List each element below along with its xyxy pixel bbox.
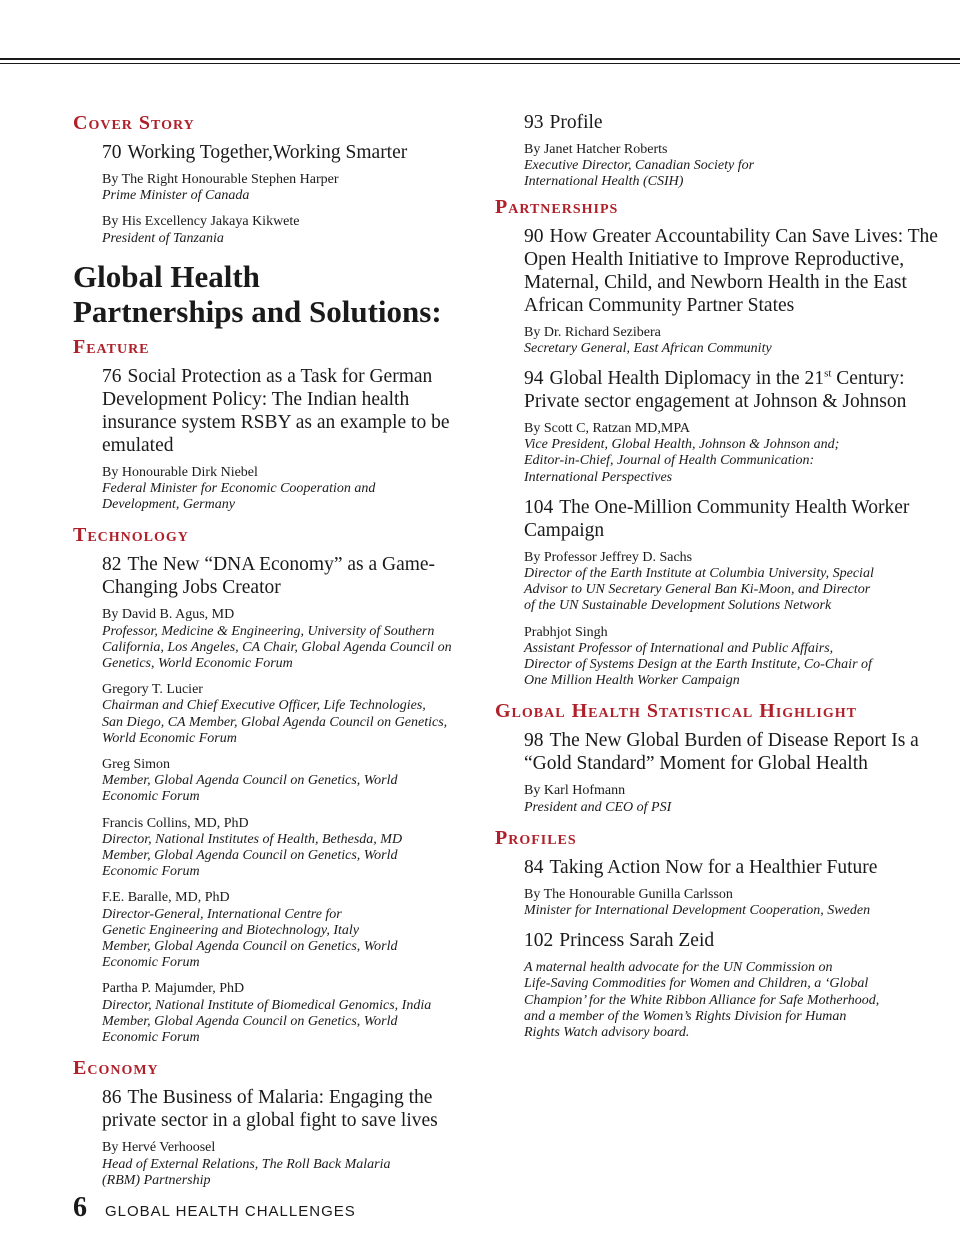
article-76[interactable] [102,365,473,514]
section-economy: Economy [73,1057,159,1080]
page-ref: 98 [524,730,544,752]
author-block [102,682,473,747]
article-title[interactable]: 93 Profile [524,112,603,133]
author-role: Federal Minister for Economic Cooperation and Development, Germany [102,481,376,513]
feature-title: Global Health Partnerships and Solutions: [73,258,442,329]
author-name: Gregory T. Lucier [102,682,203,698]
author-name: By Dr. Richard Sezibera [524,324,661,340]
author-role: Secretary General, East African Community [524,340,772,356]
article-title[interactable]: 102 Princess Sarah Zeid [524,930,715,952]
author-block [524,550,945,615]
section-technology: Technology [73,524,189,547]
right-column [495,111,945,1041]
profile-description: A maternal health advocate for the UN Commission on Life-Saving Commodities for Women and Children, a ‘Global Champion’ for the White Ribbon Alliance for Safe Motherhood, and a member of the Women’s Rights Division for Human Rights Watch advisory board. [524,960,880,1041]
author-block [524,421,945,486]
author-block [102,214,473,246]
page-ref: 94 [524,368,544,390]
author-role: Executive Director, Canadian Society for International Health (CSIH) [524,158,755,190]
top-rule-thin [0,63,960,64]
page-ref: 86 [102,1087,122,1109]
author-role: Minister for International Development Cooperation, Sweden [524,903,871,919]
author-block [524,887,945,919]
page-footer [73,1192,356,1224]
author-role: Member, Global Agenda Council on Genetics, World Economic Forum [102,773,398,805]
author-role: Director of the Earth Institute at Columbia University, Special Advisor to UN Secretary General Ban Ki-Moon, and Director of the UN Sustainable Development Solutions Network [524,566,874,614]
article-title[interactable]: 84 Taking Action Now for a Healthier Future [524,856,878,878]
author-name: Prabhjot Singh [524,624,608,640]
article-title[interactable]: 86 The Business of Malaria: Engaging the private sector in a global fight to save lives [102,1087,438,1132]
article-title[interactable]: 94 Global Health Diplomacy in the 21st Century: Private sector engagement at Johnson & Johnson [524,367,907,413]
author-block [102,757,473,806]
author-name: By The Honourable Gunilla Carlsson [524,886,733,902]
author-name: By David B. Agus, MD [102,607,235,623]
author-name: By Karl Hofmann [524,783,626,799]
page-ref: 82 [102,554,122,576]
author-role: Director-General, International Centre for Genetic Engineering and Biotechnology, Italy Member, Global Agenda Council on Genetics, World Economic Forum [102,906,398,971]
top-rule [0,58,960,60]
author-role: Vice President, Global Health, Johnson & Johnson and; Editor-in-Chief, Journal of Health Communication: International Perspectives [524,437,840,485]
author-name: By Professor Jeffrey D. Sachs [524,549,693,565]
article-94[interactable] [524,367,945,486]
author-block [102,172,473,204]
section-partnerships: Partnerships [495,195,619,218]
page-ref: 84 [524,856,544,878]
page-ref: 70 [102,142,122,163]
page-ref: 90 [524,225,544,247]
author-block [524,142,945,191]
author-name: Partha P. Majumder, PhD [102,981,245,997]
article-title[interactable]: 82 The New “DNA Economy” as a Game-Changing Jobs Creator [102,554,436,599]
article-title[interactable]: 90 How Greater Accountability Can Save Lives: The Open Health Initiative to Improve Reproductive, Maternal, Child, and Newborn Health in the East African Community Partner States [524,225,938,316]
author-name: F.E. Baralle, MD, PhD [102,890,230,906]
publication-title: GLOBAL HEALTH CHALLENGES [105,1203,356,1220]
author-block [102,607,473,672]
left-column [73,111,473,1199]
author-role: Chairman and Chief Executive Officer, Life Technologies, San Diego, CA Member, Global Agenda Council on Genetics, World Economic Forum [102,698,448,746]
page-ref: 102 [524,930,554,952]
author-role: Head of External Relations, The Roll Back Malaria (RBM) Partnership [102,1156,391,1188]
page-ref: 104 [524,496,554,518]
author-role: President of Tanzania [102,230,224,246]
article-104[interactable] [524,496,945,690]
author-block [524,325,945,357]
article-98[interactable] [524,729,945,815]
page-ref: 93 [524,112,544,133]
article-90[interactable] [524,225,945,357]
section-profiles: Profiles [495,826,577,849]
article-93[interactable] [524,111,945,191]
author-block [524,783,945,815]
author-block [102,1140,473,1189]
article-title[interactable]: 70 Working Together,Working Smarter [102,142,408,163]
author-block [102,816,473,881]
author-block [102,981,473,1046]
author-name: By Scott C, Ratzan MD,MPA [524,421,690,437]
author-name: By Honourable Dirk Niebel [102,464,258,480]
article-title[interactable]: 98 The New Global Burden of Disease Report Is a “Gold Standard” Moment for Global Health [524,730,919,775]
article-82[interactable] [102,553,473,1046]
author-block [102,465,473,514]
article-title[interactable]: 104 The One-Million Community Health Worker Campaign [524,496,910,541]
author-name: Greg Simon [102,757,171,773]
section-feature: Feature [73,335,150,358]
article-86[interactable] [102,1086,473,1189]
page-number: 6 [73,1192,87,1223]
article-102[interactable] [524,929,945,1041]
article-title[interactable]: 76 Social Protection as a Task for German Development Policy: The Indian health insurance system RSBY as an example to be emulated [102,365,450,456]
author-block [524,625,945,690]
author-block [102,890,473,971]
page-ref: 76 [102,365,122,387]
article-84[interactable] [524,856,945,919]
author-name: By The Right Honourable Stephen Harper [102,172,339,187]
author-name: By Janet Hatcher Roberts [524,142,668,157]
section-cover-story: Cover Story [73,112,195,134]
author-role: Director, National Institute of Biomedical Genomics, India Member, Global Agenda Council on Genetics, World Economic Forum [102,997,432,1046]
author-name: By Hervé Verhoosel [102,1140,216,1156]
author-name: Francis Collins, MD, PhD [102,815,249,831]
author-role: Assistant Professor of International and Public Affairs, Director of Systems Design at the Earth Institute, Co-Chair of One Million Health Worker Campaign [524,640,872,689]
author-role: Professor, Medicine & Engineering, University of Southern California, Los Angeles, CA Chair, Global Agenda Council on Genetics, World Economic Forum [102,623,452,672]
section-statistical-highlight: Global Health Statistical Highlight [495,700,857,723]
author-role: Director, National Institutes of Health, Bethesda, MD Member, Global Agenda Council on Genetics, World Economic Forum [102,831,403,880]
author-role: Prime Minister of Canada [102,188,250,204]
article-70[interactable] [102,141,473,247]
author-role: President and CEO of PSI [524,799,672,815]
author-name: By His Excellency Jakaya Kikwete [102,214,300,230]
